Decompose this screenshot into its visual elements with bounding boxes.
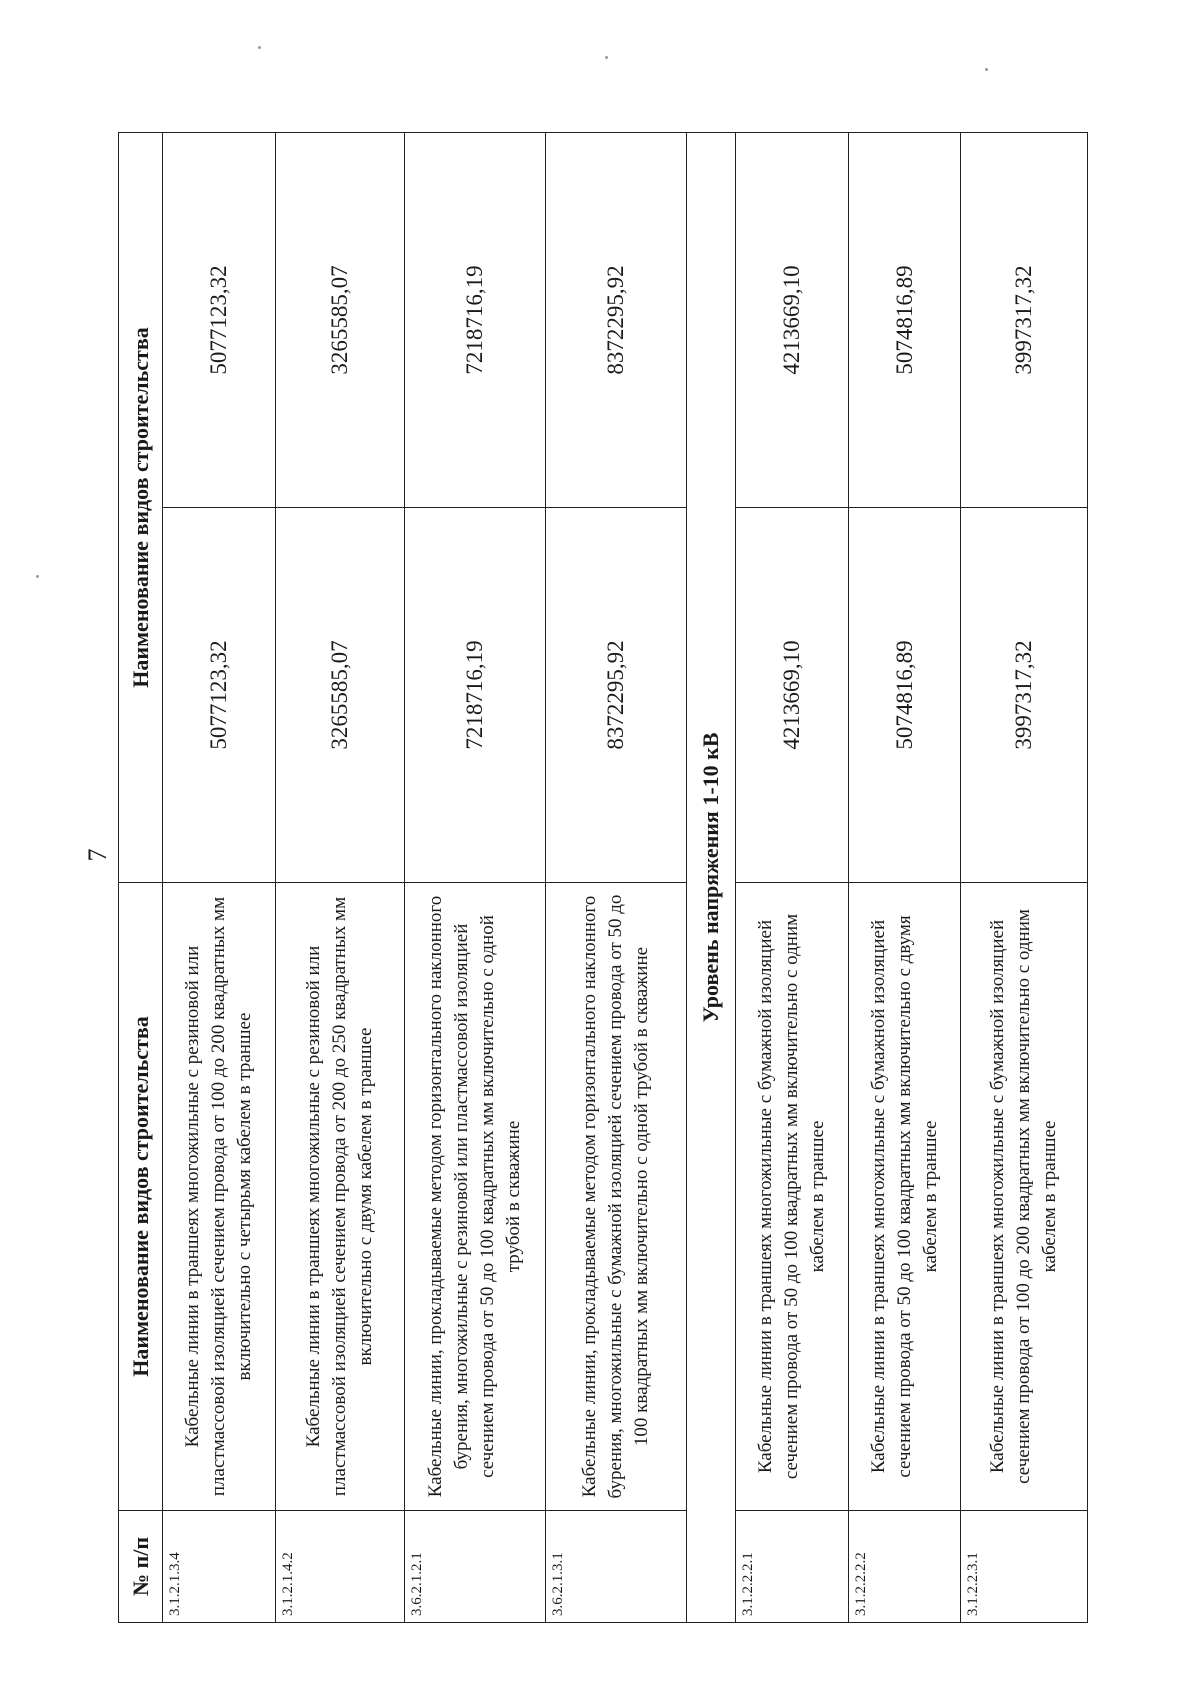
scan-speck	[258, 46, 261, 49]
row-value-2: 5077123,32	[163, 133, 276, 508]
table-header-row	[119, 133, 163, 1623]
row-value-2: 3265585,07	[275, 133, 405, 508]
header-values: Наименование видов строительства	[119, 133, 163, 883]
row-name: Кабельные линии, прокладываемые методом горизонтального наклонного бурения, многожильные с резиновой или пластмассовой изоляцией сечением провода от 50 до 100 квадратных мм включительно с одной трубой в скважине	[405, 883, 546, 1511]
row-value-2: 5074816,89	[848, 133, 961, 508]
row-number: 3.6.2.1.3.1	[545, 1511, 686, 1623]
row-value-1: 3265585,07	[275, 508, 405, 883]
row-value-2: 8372295,92	[545, 133, 686, 508]
row-name: Кабельные линии в траншеях многожильные с бумажной изоляцией сечением провода от 100 до 200 квадратных мм включительно с одним кабелем в траншее	[961, 883, 1088, 1511]
header-num: № п/п	[119, 1511, 163, 1623]
table-row	[961, 133, 1088, 1623]
table-body-before	[163, 133, 687, 1623]
table-row	[848, 133, 961, 1623]
construction-types-table	[118, 132, 1088, 1623]
row-number: 3.1.2.2.2.1	[736, 1511, 849, 1623]
row-name: Кабельные линии, прокладываемые методом горизонтального наклонного бурения, многожильные с бумажной изоляцией сечением провода от 50 до 100 квадратных мм включительно с одной трубой в скважине	[545, 883, 686, 1511]
voltage-level-label: Уровень напряжения 1-10 кВ	[686, 133, 736, 1623]
table-row	[163, 133, 276, 1623]
table-row	[736, 133, 849, 1623]
row-value-1: 5077123,32	[163, 508, 276, 883]
table-body-after	[736, 133, 1088, 1623]
row-number: 3.1.2.2.3.1	[961, 1511, 1088, 1623]
row-value-1: 4213669,10	[736, 508, 849, 883]
table-row	[405, 133, 546, 1623]
row-number: 3.6.2.1.2.1	[405, 1511, 546, 1623]
table-row	[545, 133, 686, 1623]
row-name: Кабельные линии в траншеях многожильные с резиновой или пластмассовой изоляцией сечением провода от 200 до 250 квадратных мм включительно с двумя кабелем в траншее	[275, 883, 405, 1511]
rotated-table-container	[118, 133, 1088, 1623]
row-value-1: 8372295,92	[545, 508, 686, 883]
row-number: 3.1.2.1.4.2	[275, 1511, 405, 1623]
row-value-2: 3997317,32	[961, 133, 1088, 508]
page-number: 7	[83, 848, 112, 862]
row-value-2: 7218716,19	[405, 133, 546, 508]
row-value-1: 7218716,19	[405, 508, 546, 883]
header-name: Наименование видов строительства	[119, 883, 163, 1511]
row-value-2: 4213669,10	[736, 133, 849, 508]
row-value-1: 3997317,32	[961, 508, 1088, 883]
voltage-level-row	[686, 133, 736, 1623]
scan-speck	[605, 56, 608, 59]
row-number: 3.1.2.2.2.2	[848, 1511, 961, 1623]
table-row	[275, 133, 405, 1623]
row-name: Кабельные линии в траншеях многожильные с резиновой или пластмассовой изоляцией сечением провода от 100 до 200 квадратных мм включительно с четырьмя кабелем в траншее	[163, 883, 276, 1511]
scan-speck	[36, 575, 39, 578]
row-value-1: 5074816,89	[848, 508, 961, 883]
row-name: Кабельные линии в траншеях многожильные с бумажной изоляцией сечением провода от 50 до 100 квадратных мм включительно с двумя кабелем в траншее	[848, 883, 961, 1511]
row-number: 3.1.2.1.3.4	[163, 1511, 276, 1623]
row-name: Кабельные линии в траншеях многожильные с бумажной изоляцией сечением провода от 50 до 100 квадратных мм включительно с одним кабелем в траншее	[736, 883, 849, 1511]
scan-speck	[985, 68, 988, 71]
